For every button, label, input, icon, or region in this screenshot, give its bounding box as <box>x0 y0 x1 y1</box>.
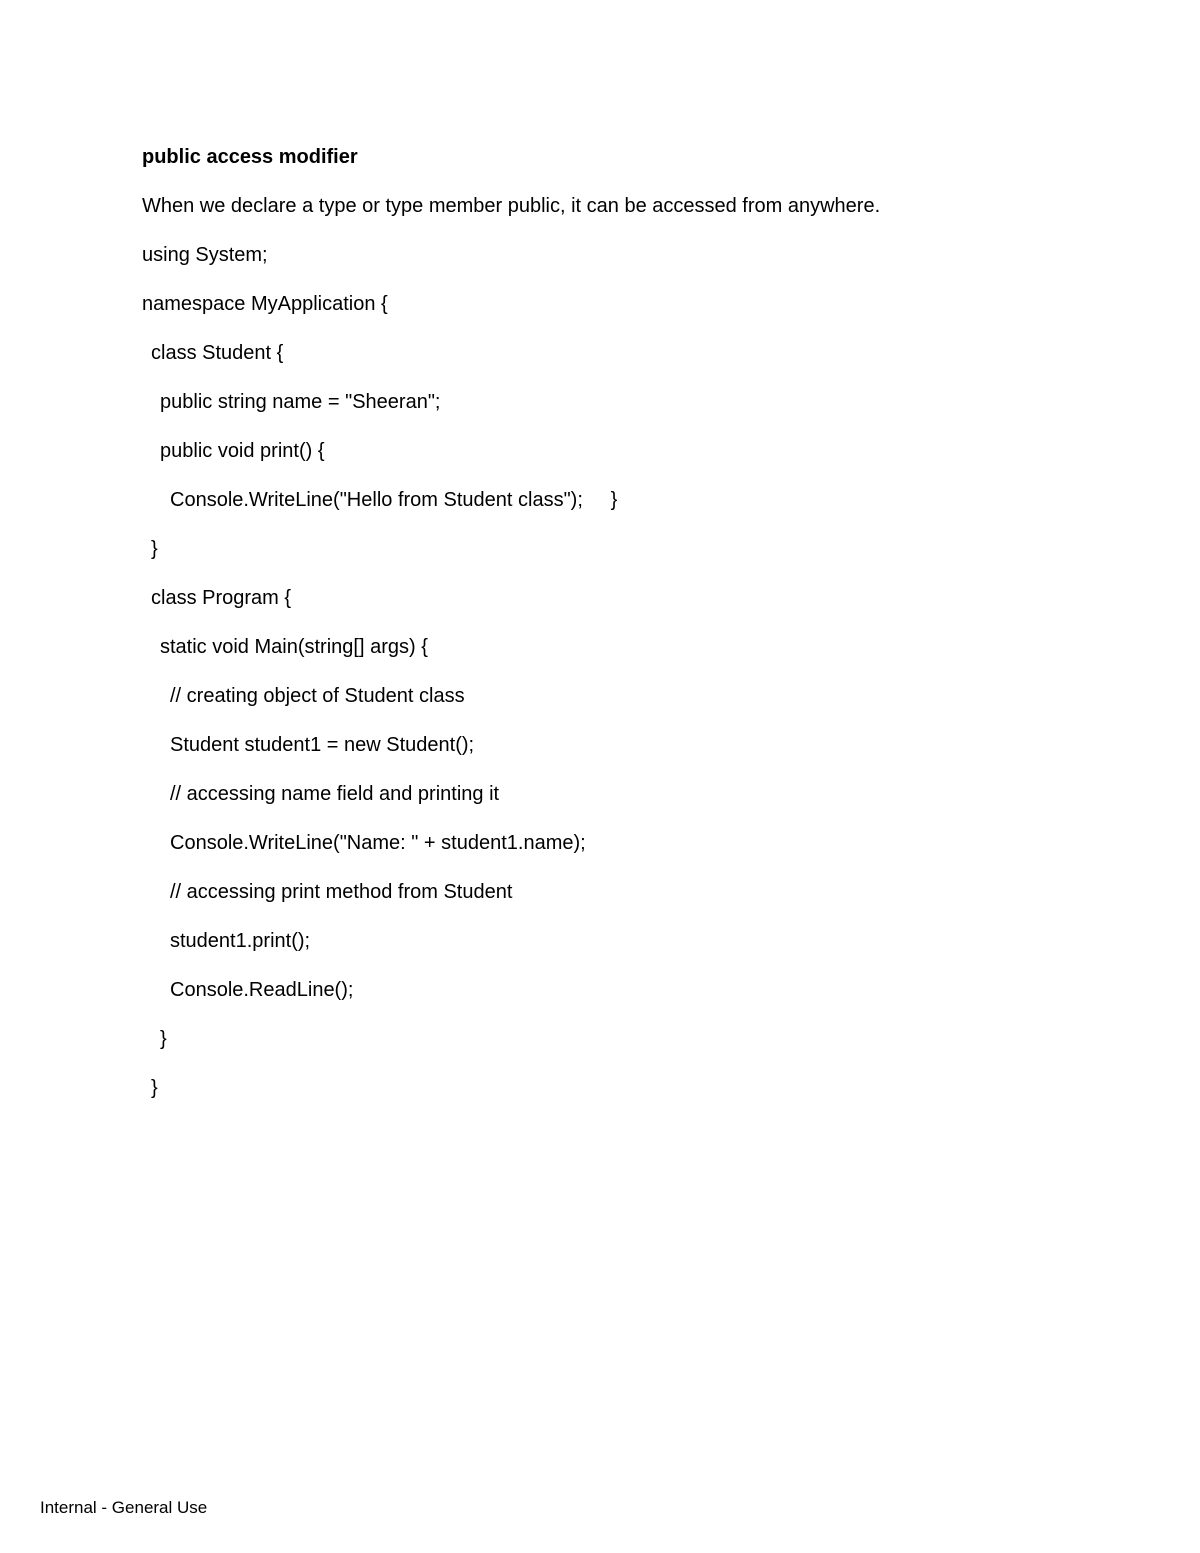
code-line: // accessing name field and printing it <box>170 783 500 805</box>
classification-label: Internal - General Use <box>40 1498 208 1517</box>
code-line: Console.ReadLine(); <box>170 979 354 1001</box>
code-line: // creating object of Student class <box>170 685 465 707</box>
code-line: static void Main(string[] args) { <box>160 636 428 658</box>
code-line: Console.WriteLine("Hello from Student class"); } <box>170 489 618 511</box>
code-line: Console.WriteLine("Name: " + student1.name); <box>170 832 586 854</box>
code-line: class Program { <box>151 587 292 609</box>
description-paragraph: When we declare a type or type member public, it can be accessed from anywhere. <box>142 195 881 217</box>
code-line: // accessing print method from Student <box>170 881 513 903</box>
code-line: public void print() { <box>160 440 325 462</box>
section-heading: public access modifier <box>142 146 358 168</box>
code-line: } <box>151 1077 158 1099</box>
code-line: student1.print(); <box>170 930 311 952</box>
code-line: } <box>151 538 158 560</box>
code-line: public string name = "Sheeran"; <box>160 391 441 413</box>
code-line: using System; <box>142 244 268 266</box>
code-line: class Student { <box>151 342 284 364</box>
code-line: Student student1 = new Student(); <box>170 734 475 756</box>
code-line: namespace MyApplication { <box>142 293 388 315</box>
document-body <box>142 140 1122 1120</box>
code-line: } <box>160 1028 167 1050</box>
